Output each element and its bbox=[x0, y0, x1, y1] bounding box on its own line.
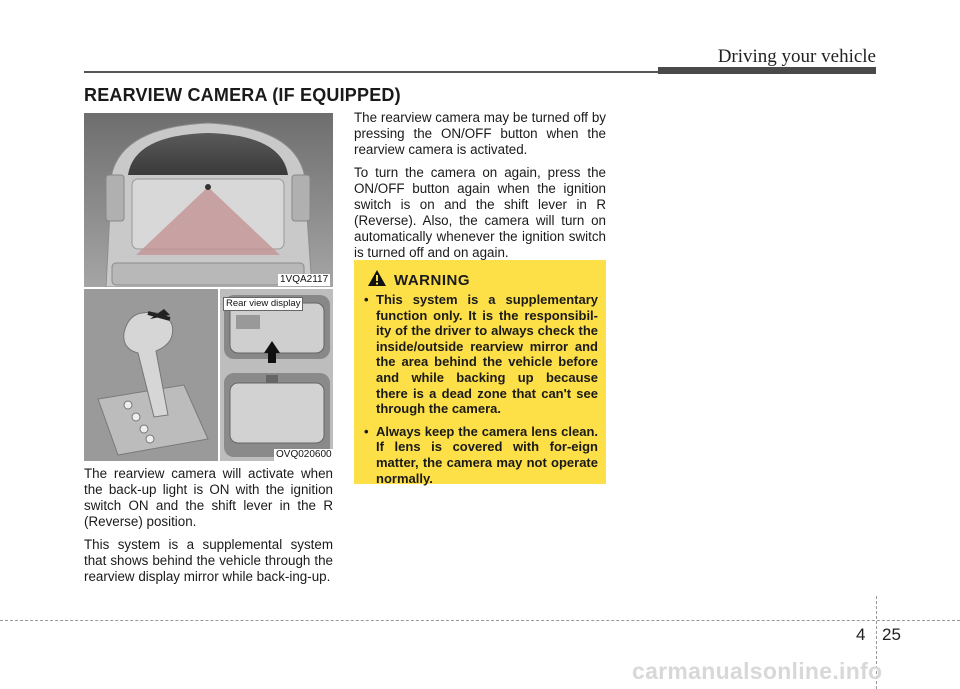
paragraph: The rearview camera may be turned off by pressing the ON/OFF button when the rearview camera is activated. bbox=[354, 110, 606, 157]
figure-code: OVQ020600 bbox=[276, 449, 332, 460]
warning-triangle-icon bbox=[367, 269, 387, 287]
warning-item-text: Always keep the camera lens clean. If lens is covered with for-eign matter, the camera may not operate normally. bbox=[376, 423, 598, 486]
paragraph: To turn the camera on again, press the ON/OFF button again when the ignition switch is on and the shift lever in R (Reverse). Also, the camera will turn on automatically whenever the ignition switch is turned off and on again. bbox=[354, 165, 606, 260]
rear-view-display-callout: Rear view display bbox=[223, 297, 303, 311]
rear-vehicle-illustration bbox=[84, 113, 333, 287]
shift-lever-mirror-figure bbox=[84, 289, 333, 461]
rear-vehicle-figure bbox=[84, 113, 333, 287]
chapter-number: 4 bbox=[856, 625, 866, 644]
page-number: 25 bbox=[882, 625, 901, 644]
watermark: carmanualsonline.info bbox=[632, 658, 883, 684]
warning-list bbox=[362, 292, 598, 493]
page-heading: REARVIEW CAMERA (IF EQUIPPED) bbox=[84, 85, 401, 105]
header-rule-accent bbox=[658, 67, 876, 74]
warning-item: • Always keep the camera lens clean. If lens is covered with for-eign matter, the camera may not operate normally. bbox=[364, 423, 598, 486]
shift-mirror-illustration bbox=[84, 289, 333, 461]
header-rule bbox=[84, 71, 658, 73]
warning-item-text: This system is a supplementary function only. It is the responsibil-ity of the driver to always check the inside/outside rearview mirror and the area behind the vehicle before and while backing up because there is a dead zone that can't see through the camera. bbox=[376, 292, 598, 417]
section-title: Driving your vehicle bbox=[717, 46, 876, 67]
warning-box bbox=[354, 260, 606, 484]
paragraph: This system is a supplemental system that shows behind the vehicle through the rearview display mirror while back-ing-up. bbox=[84, 537, 333, 584]
footer-rule bbox=[0, 620, 960, 621]
paragraph: The rearview camera will activate when the back-up light is ON with the ignition switch ON and the shift lever in the R (Reverse) position. bbox=[84, 466, 333, 529]
warning-item: • This system is a supplementary function only. It is the responsibil-ity of the driver to always check the inside/outside rearview mirror and the area behind the vehicle before and while backing up because there is a dead zone that can't see through the camera. bbox=[364, 292, 598, 417]
warning-title: WARNING bbox=[394, 272, 470, 289]
right-column-text bbox=[354, 110, 606, 268]
figure-code: 1VQA2117 bbox=[280, 274, 329, 285]
left-column-text bbox=[84, 466, 333, 592]
